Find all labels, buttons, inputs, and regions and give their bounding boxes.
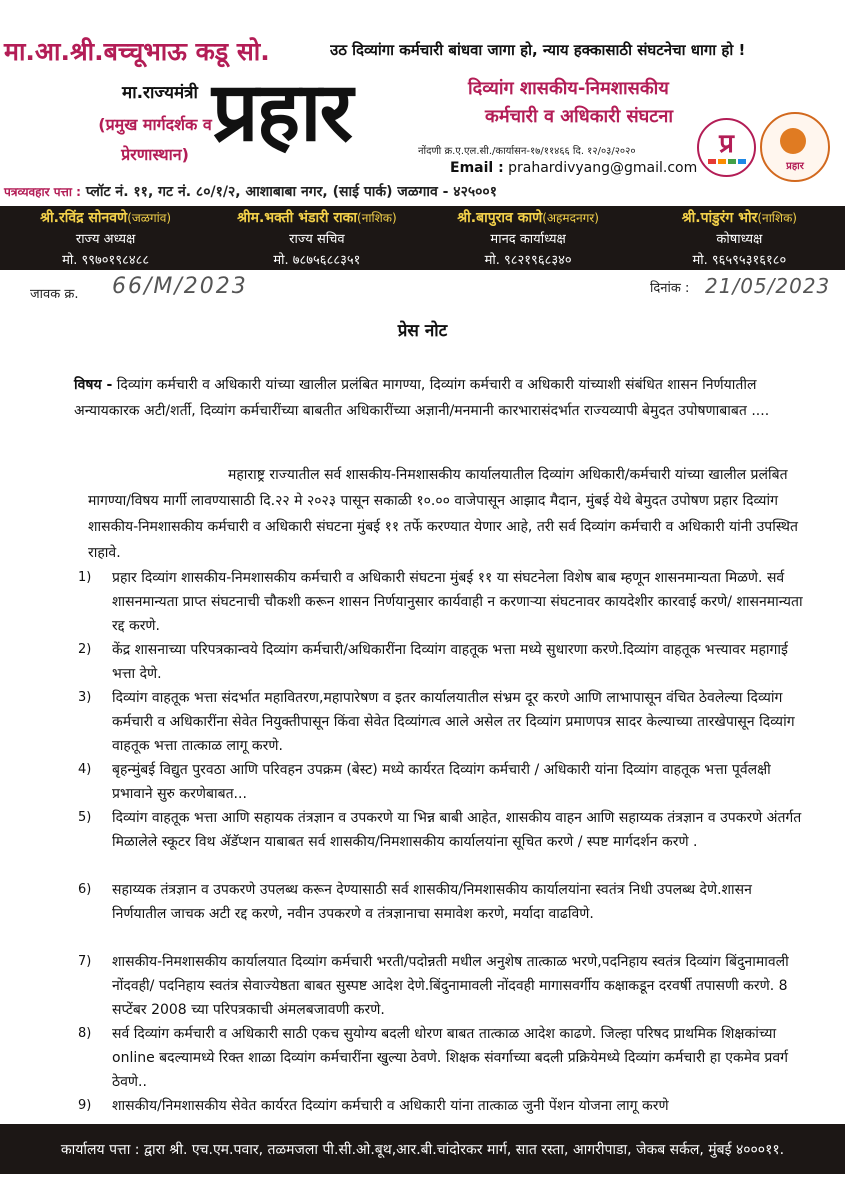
divyang-emblem-icon	[760, 112, 830, 182]
subject-block	[74, 372, 804, 424]
emblem-color-bars	[708, 159, 746, 164]
registration-number: नोंदणी क्र.ए.एल.सी./कार्यासन-१७/११४६६ दि. १२/०३/२०२०	[418, 146, 636, 157]
email-label: Email :	[450, 160, 504, 176]
subject-text: दिव्यांग कर्मचारी व अधिकारी यांच्या खालील प्रलंबित मागण्या, दिव्यांग कर्मचारी व अधिकारी यांच्याशी संबंधित शासन निर्णयातील अन्यायकारक अटी/शर्ती, दिव्यांग कर्मचारींच्या बाबतीत अधिकारींच्या अज्ञानी/मनमानी कारभारासंदर्भात राज्यव्यापी बेमुदत उपोषणाबाबत ....	[74, 377, 770, 419]
item-number: 2)	[78, 642, 92, 657]
patron-subtitle-line1: (प्रमुख मार्गदर्शक व	[98, 115, 212, 134]
date-label: दिनांक :	[650, 281, 690, 296]
list-item	[60, 806, 810, 854]
document-title: प्रेस नोट	[397, 321, 448, 341]
item-text: शासकीय-निमशासकीय कार्यालयात दिव्यांग कर्मचारी भरती/पदोन्नती मधील अनुशेष तात्काळ भरणे,पदनिहाय स्वतंत्र दिव्यांग बिंदुनामावली नोंदवही/ पदनिहाय स्वतंत्र सेवाज्येष्ठता बाबत सुस्पष्ट आदेश देणे.बिंदुनामावली नोंदवही मागासवर्गीय कक्षाकडून दरवर्षी तपासणी करणे. 8 सप्टेंबर 2008 च्या परिपत्रकाची अंमलबजावणी करणे.	[112, 954, 789, 1018]
outward-number-value: 66/M/2023	[112, 274, 248, 299]
officer-location: (अहमदनगर)	[542, 211, 599, 225]
officer-working-president	[423, 206, 634, 270]
prahar-emblem-icon	[697, 118, 756, 177]
officer-name: श्रीम.भक्ती भंडारी राका	[237, 210, 358, 226]
item-text: दिव्यांग वाहतूक भत्ता आणि सहायक तंत्रज्ञान व उपकरणे या भिन्न बाबी आहेत, शासकीय वाहन आणि सहाय्यक तंत्रज्ञान व उपकरणे अंतर्गत मिळालेले स्कूटर विथ ॲडॅप्शन याबाबत सर्व शासकीय/निमशासकीय कार्यालयांना सूचित करणे / स्पष्ट मार्गदर्शन करणे .	[112, 810, 802, 850]
officer-secretary	[211, 206, 422, 270]
item-number: 7)	[78, 954, 92, 969]
item-number: 6)	[78, 882, 92, 897]
item-number: 4)	[78, 762, 92, 777]
prahar-logo-wordmark: प्रहार	[212, 64, 351, 160]
officer-phone: मो. ९६५९५३१६१८०	[692, 253, 787, 268]
item-number: 9)	[78, 1098, 92, 1113]
subject-label: विषय -	[74, 377, 113, 393]
item-text: केंद्र शासनाच्या परिपत्रकान्वये दिव्यांग कर्मचारी/अधिकारींना दिव्यांग वाहतूक भत्ता मध्ये सुधारणा करणे.दिव्यांग वाहतूक भत्त्यावर महागाई भत्ता देणे.	[112, 642, 788, 682]
outward-number-label: जावक क्र.	[30, 287, 79, 302]
list-item	[60, 758, 810, 806]
list-item	[60, 1094, 810, 1118]
intro-paragraph: महाराष्ट्र राज्यातील सर्व शासकीय-निमशासकीय कार्यालयातील दिव्यांग अधिकारी/कर्मचारी यांच्या खालील प्रलंबित मागण्या/विषय मार्गी लावण्यासाठी दि.२२ मे २०२३ पासून सकाळी १०.०० वाजेपासून आझाद मैदान, मुंबई येथे बेमुदत उपोषण प्रहार दिव्यांग शासकीय-निमशासकीय कर्मचारी व अधिकारी संघटना मुंबई ११ तर्फे करण्यात येणार आहे, तरी सर्व दिव्यांग कर्मचारी व अधिकारी यांनी उपस्थित राहावे.	[88, 467, 798, 561]
list-item	[60, 1022, 810, 1094]
officer-name: श्री.पांडुरंग भोर	[681, 210, 758, 226]
officer-name: श्री.बापुराव काणे	[457, 210, 543, 226]
item-number: 1)	[78, 570, 92, 585]
emblem-figure	[780, 128, 806, 154]
office-address-footer: कार्यालय पत्ता : द्वारा श्री. एच.एम.पवार, तळमजला पी.सी.ओ.बूथ,आर.बी.चांदोरकर मार्ग, सात रस्ता, आगरीपाडा, जेकब सर्कल, मुंबई ४०००११.	[0, 1124, 845, 1174]
item-text: शासकीय/निमशासकीय सेवेत कार्यरत दिव्यांग कर्मचारी व अधिकारी यांना तात्काळ जुनी पेंशन योजना लागू करणे	[112, 1098, 669, 1114]
item-number: 5)	[78, 810, 92, 825]
emblem-text: प्रहार	[786, 161, 804, 172]
correspondence-address	[4, 182, 840, 201]
item-text: सर्व दिव्यांग कर्मचारी व अधिकारी साठी एकच सुयोग्य बदली धोरण बाबत तात्काळ आदेश काढणे. जिल्हा परिषद प्राथमिक शिक्षकांच्या online बदल्यामध्ये रिक्त शाळा दिव्यांग कर्मचारींना खुल्या ठेवणे. शिक्षक संवर्गाच्या बदली प्रक्रियेमध्ये दिव्यांग कर्मचारी हा एकमेव प्रवर्ग ठेवणे..	[112, 1026, 788, 1090]
org-name-line1: दिव्यांग शासकीय-निमशासकीय	[468, 78, 669, 99]
tagline: उठ दिव्यांगा कर्मचारी बांधवा जागा हो, न्याय हक्कासाठी संघटनेचा धागा हो !	[330, 41, 746, 59]
address-text: प्लॉट नं. ११, गट नं. ८०/१/२, आशाबाबा नगर, (साई पार्क) जळगाव - ४२५००१	[85, 184, 497, 200]
officer-treasurer	[634, 206, 845, 270]
officer-role: राज्य सचिव	[289, 232, 345, 247]
item-text: दिव्यांग वाहतूक भत्ता संदर्भात महावितरण,महापारेषण व इतर कार्यालयातील संभ्रम दूर करणे आणि लाभापासून वंचित ठेवलेल्या दिव्यांग कर्मचारी व अधिकारींना सेवेत नियुक्तीपासून किंवा सेवेत दिव्यांगत्व आले असेल तर दिव्यांग प्रमाणपत्र सादर केल्याच्या तारखेपासून दिव्यांग वाहतूक भत्ता तात्काळ लागू करणे.	[112, 690, 795, 754]
patron-subtitle-line2: प्रेरणास्थान)	[121, 145, 189, 164]
list-item	[60, 950, 810, 1022]
list-item	[60, 878, 810, 926]
patron-title: मा.राज्यमंत्री	[122, 83, 198, 103]
list-item	[60, 566, 810, 638]
officer-name: श्री.रविंद्र सोनवणे	[40, 210, 128, 226]
patron-name: मा.आ.श्री.बच्चूभाऊ कडू सो.	[4, 37, 270, 66]
emblem-letter: प्र	[719, 129, 734, 159]
item-number: 8)	[78, 1026, 92, 1041]
officer-role: कोषाध्यक्ष	[716, 232, 763, 247]
officer-role: मानद कार्याध्यक्ष	[490, 232, 566, 247]
officer-location: (जळगांव)	[127, 211, 172, 225]
officer-phone: मो. ९८२१९६८३४०	[484, 253, 572, 268]
officers-bar	[0, 206, 845, 270]
list-item	[60, 686, 810, 758]
officer-location: (नाशिक)	[357, 211, 397, 225]
item-text: प्रहार दिव्यांग शासकीय-निमशासकीय कर्मचारी व अधिकारी संघटना मुंबई ११ या संघटनेला विशेष बाब म्हणून शासनमान्यता मिळणे. सर्व शासनमान्यता प्राप्त संघटनाची चौकशी करून शासन निर्णयानुसार कार्यवाही न करणाऱ्या संघटनावर कायदेशीर कारवाई करणे/ शासनमान्यता रद्द करणे.	[112, 570, 803, 634]
officer-phone: मो. ७८७५६८८३५१	[273, 253, 361, 268]
item-text: सहाय्यक तंत्रज्ञान व उपकरणे उपलब्ध करून देण्यासाठी सर्व शासकीय/निमशासकीय कार्यालयांना स्वतंत्र निधी उपलब्ध देणे.शासन निर्णयातील जाचक अटी रद्द करणे, नवीन उपकरणे व तंत्रज्ञानाचा समावेश करणे, मर्यादा वाढविणे.	[112, 882, 752, 922]
email-address[interactable]: prahardivyang@gmail.com	[508, 160, 698, 176]
officer-president	[0, 206, 211, 270]
item-number: 3)	[78, 690, 92, 705]
list-item	[60, 638, 810, 686]
officer-role: राज्य अध्यक्ष	[75, 232, 136, 247]
date-value: 21/05/2023	[705, 274, 831, 298]
address-label: पत्रव्यवहार पत्ता :	[4, 185, 81, 199]
org-name-line2: कर्मचारी व अधिकारी संघटना	[485, 106, 674, 127]
officer-location: (नाशिक)	[757, 211, 797, 225]
item-text: बृहन्मुंबई विद्युत पुरवठा आणि परिवहन उपक्रम (बेस्ट) मध्ये कार्यरत दिव्यांग कर्मचारी / अधिकारी यांना दिव्यांग वाहतूक भत्ता पूर्वलक्षी प्रभावाने सुरु करणेबाबत...	[112, 762, 771, 802]
officer-phone: मो. ९९७०१९८४८८	[62, 253, 150, 268]
